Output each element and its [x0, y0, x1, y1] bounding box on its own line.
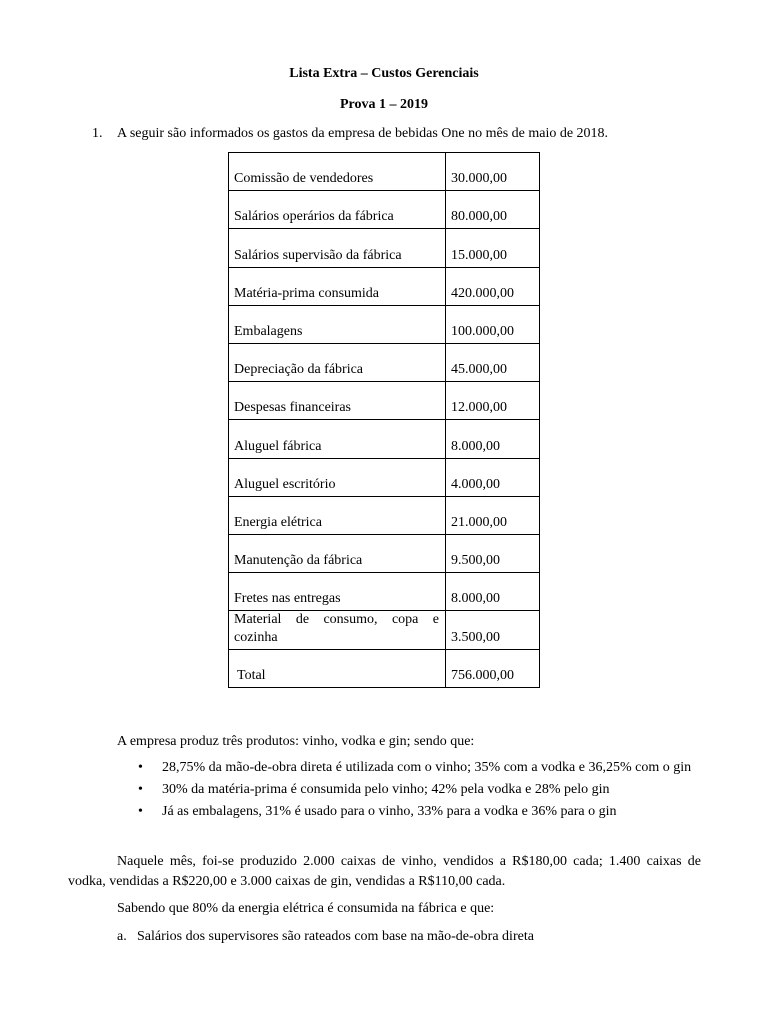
table-row [229, 496, 540, 534]
expense-label: Fretes nas entregas [229, 573, 446, 611]
question-number: 1. [92, 126, 103, 141]
expense-label: Energia elétrica [229, 496, 446, 534]
expense-label: Salários supervisão da fábrica [229, 229, 446, 267]
document-title: Lista Extra – Custos Gerenciais [289, 66, 479, 81]
table-row [229, 458, 540, 496]
expense-value: 12.000,00 [446, 382, 540, 420]
expense-label: Salários operários da fábrica [229, 191, 446, 229]
table-row [229, 382, 540, 420]
bullet-icon: • [138, 782, 143, 797]
table-row [229, 573, 540, 611]
expense-value: 100.000,00 [446, 305, 540, 343]
table-row [229, 153, 540, 191]
bullet-text: 28,75% da mão-de-obra direta é utilizada com o vinho; 35% com a vodka e 36,25% com o gin [162, 760, 692, 775]
table-row [229, 611, 540, 650]
expense-value: 9.500,00 [446, 534, 540, 572]
expense-value: 15.000,00 [446, 229, 540, 267]
table-row [229, 343, 540, 381]
expense-label: Manutenção da fábrica [229, 534, 446, 572]
expense-value: 3.500,00 [446, 611, 540, 650]
expense-value: 80.000,00 [446, 191, 540, 229]
expense-label: Matéria-prima consumida [229, 267, 446, 305]
expense-label: Material de consumo, copa e cozinha [229, 611, 446, 650]
expense-value: 21.000,00 [446, 496, 540, 534]
item-a-text: Salários dos supervisores são rateados com base na mão-de-obra direta [137, 929, 534, 944]
document-subtitle: Prova 1 – 2019 [339, 97, 428, 112]
expense-value: 420.000,00 [446, 267, 540, 305]
expense-label: Embalagens [229, 305, 446, 343]
expense-label: Aluguel fábrica [229, 420, 446, 458]
production-paragraph: Naquele mês, foi-se produzido 2.000 caixas de vinho, vendidos a R$180,00 cada; 1.400 caixas de vodka, vendidas a R$220,00 e 3.000 caixas de gin, vendidas a R$110,00 cada. [68, 854, 701, 889]
list-item [134, 802, 704, 822]
intro-paragraph: A empresa produz três produtos: vinho, vodka e gin; sendo que: [117, 734, 475, 749]
expense-label: Comissão de vendedores [229, 153, 446, 191]
bullet-text: 30% da matéria-prima é consumida pelo vinho; 42% pela vodka e 28% pelo gin [162, 782, 610, 797]
table-row [229, 229, 540, 267]
expense-label: Aluguel escritório [229, 458, 446, 496]
expense-value: 30.000,00 [446, 153, 540, 191]
list-item [134, 780, 704, 800]
bullet-icon: • [138, 760, 143, 775]
table-row [229, 191, 540, 229]
bullet-list [134, 758, 704, 824]
expense-value: 8.000,00 [446, 420, 540, 458]
item-a-marker: a. [117, 929, 127, 944]
bullet-text: Já as embalagens, 31% é usado para o vinho, 33% para a vodka e 36% para o gin [162, 804, 617, 819]
total-label: Total [229, 650, 446, 688]
table-row [229, 534, 540, 572]
table-row [229, 420, 540, 458]
expenses-table [228, 152, 540, 688]
table-row [229, 267, 540, 305]
expense-label: Despesas financeiras [229, 382, 446, 420]
expense-value: 8.000,00 [446, 573, 540, 611]
list-item [134, 758, 704, 778]
expense-label: Depreciação da fábrica [229, 343, 446, 381]
expense-value: 4.000,00 [446, 458, 540, 496]
energy-paragraph: Sabendo que 80% da energia elétrica é consumida na fábrica e que: [117, 901, 495, 916]
expense-value: 45.000,00 [446, 343, 540, 381]
table-row [229, 305, 540, 343]
total-value: 756.000,00 [446, 650, 540, 688]
bullet-icon: • [138, 804, 143, 819]
question-text: A seguir são informados os gastos da empresa de bebidas One no mês de maio de 2018. [117, 126, 609, 141]
table-total-row [229, 650, 540, 688]
